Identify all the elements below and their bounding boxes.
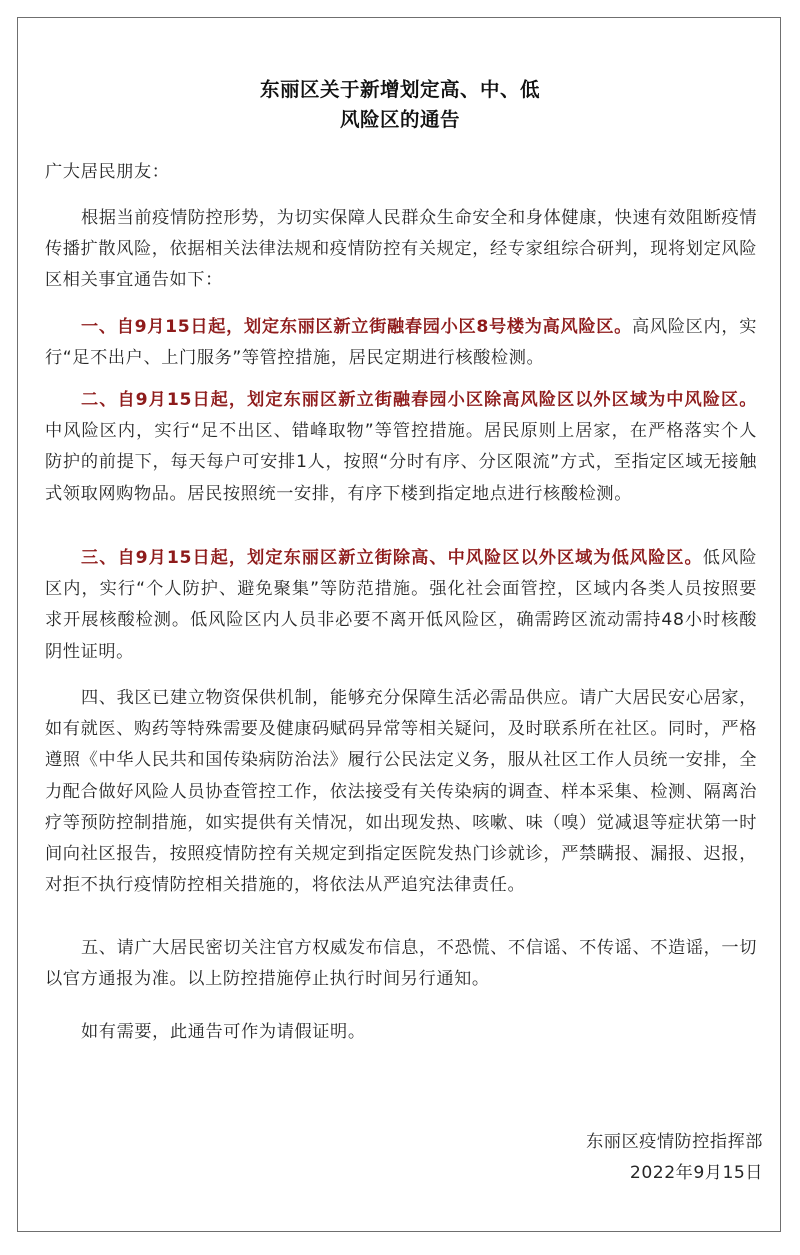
document-title-line2: 风险区的通告: [339, 108, 460, 131]
signature-date: 2022年9月15日: [629, 1163, 763, 1183]
medium-risk-declaration: 二、自9月15日起，划定东丽区新立街融春园小区除高风险区以外区域为中风险区。: [81, 390, 757, 410]
salutation: 广大居民朋友：: [45, 162, 170, 182]
paragraph-supply-guarantee: 四、我区已建立物资保供机制，能够充分保障生活必需品供应。请广大居民安心居家，如有就医、购药等特殊需要及健康码赋码异常等相关疑问，及时联系所在社区。同时，严格遵照《中华人民共和国传染病防治法》履行公民法定义务，服从社区工作人员统一安排，全力配合做好风险人员协查管控工作，依法接受有关传染病的调查、样本采集、检测、隔离治疗等预防控制措施，如实提供有关情况，如出现发热、咳嗽、味（嗅）觉减退等症状第一时间向社区报告，按照疫情防控有关规定到指定医院发热门诊就诊，严禁瞒报、漏报、迟报，对拒不执行疫情防控相关措施的，将依法从严追究法律责任。: [45, 688, 757, 896]
signature-issuer: 东丽区疫情防控指挥部: [586, 1132, 763, 1152]
paragraph-official-info: 五、请广大居民密切关注官方权威发布信息，不恐慌、不信谣、不传谣、不造谣，一切以官方通报为准。以上防控措施停止执行时间另行通知。: [45, 938, 757, 990]
high-risk-declaration: 一、自9月15日起，划定东丽区新立街融春园小区8号楼为高风险区。: [81, 317, 632, 337]
paragraph-high-risk: [45, 312, 757, 374]
medium-risk-measures: 中风险区内，实行“足不出区、错峰取物”等管控措施。居民原则上居家，在严格落实个人防护的前提下，每天每户可安排1人，按照“分时有序、分区限流”方式，至指定区域无接触式领取网购物品。居民按照统一安排，有序下楼到指定地点进行核酸检测。: [45, 421, 757, 504]
paragraph-leave-proof: 如有需要，此通告可作为请假证明。: [81, 1022, 366, 1042]
low-risk-measures: 低风险区内，实行“个人防护、避免聚集”等防范措施。强化社会面管控，区域内各类人员按照要求开展核酸检测。低风险区内人员非必要不离开低风险区，确需跨区流动需持48小时核酸阴性证明。: [45, 548, 757, 662]
paragraph-medium-risk: [45, 385, 757, 510]
paragraph-low-risk: [45, 543, 757, 668]
paragraph-intro: 根据当前疫情防控形势，为切实保障人民群众生命安全和身体健康，快速有效阻断疫情传播扩散风险，依据相关法律法规和疫情防控有关规定，经专家组综合研判，现将划定风险区相关事宜通告如下：: [45, 208, 757, 291]
low-risk-declaration: 三、自9月15日起，划定东丽区新立街除高、中风险区以外区域为低风险区。: [81, 548, 703, 568]
document-title-line1: 东丽区关于新增划定高、中、低: [259, 78, 540, 101]
high-risk-measures: 高风险区内，实行“足不出户、上门服务”等管控措施，居民定期进行核酸检测。: [45, 317, 757, 369]
